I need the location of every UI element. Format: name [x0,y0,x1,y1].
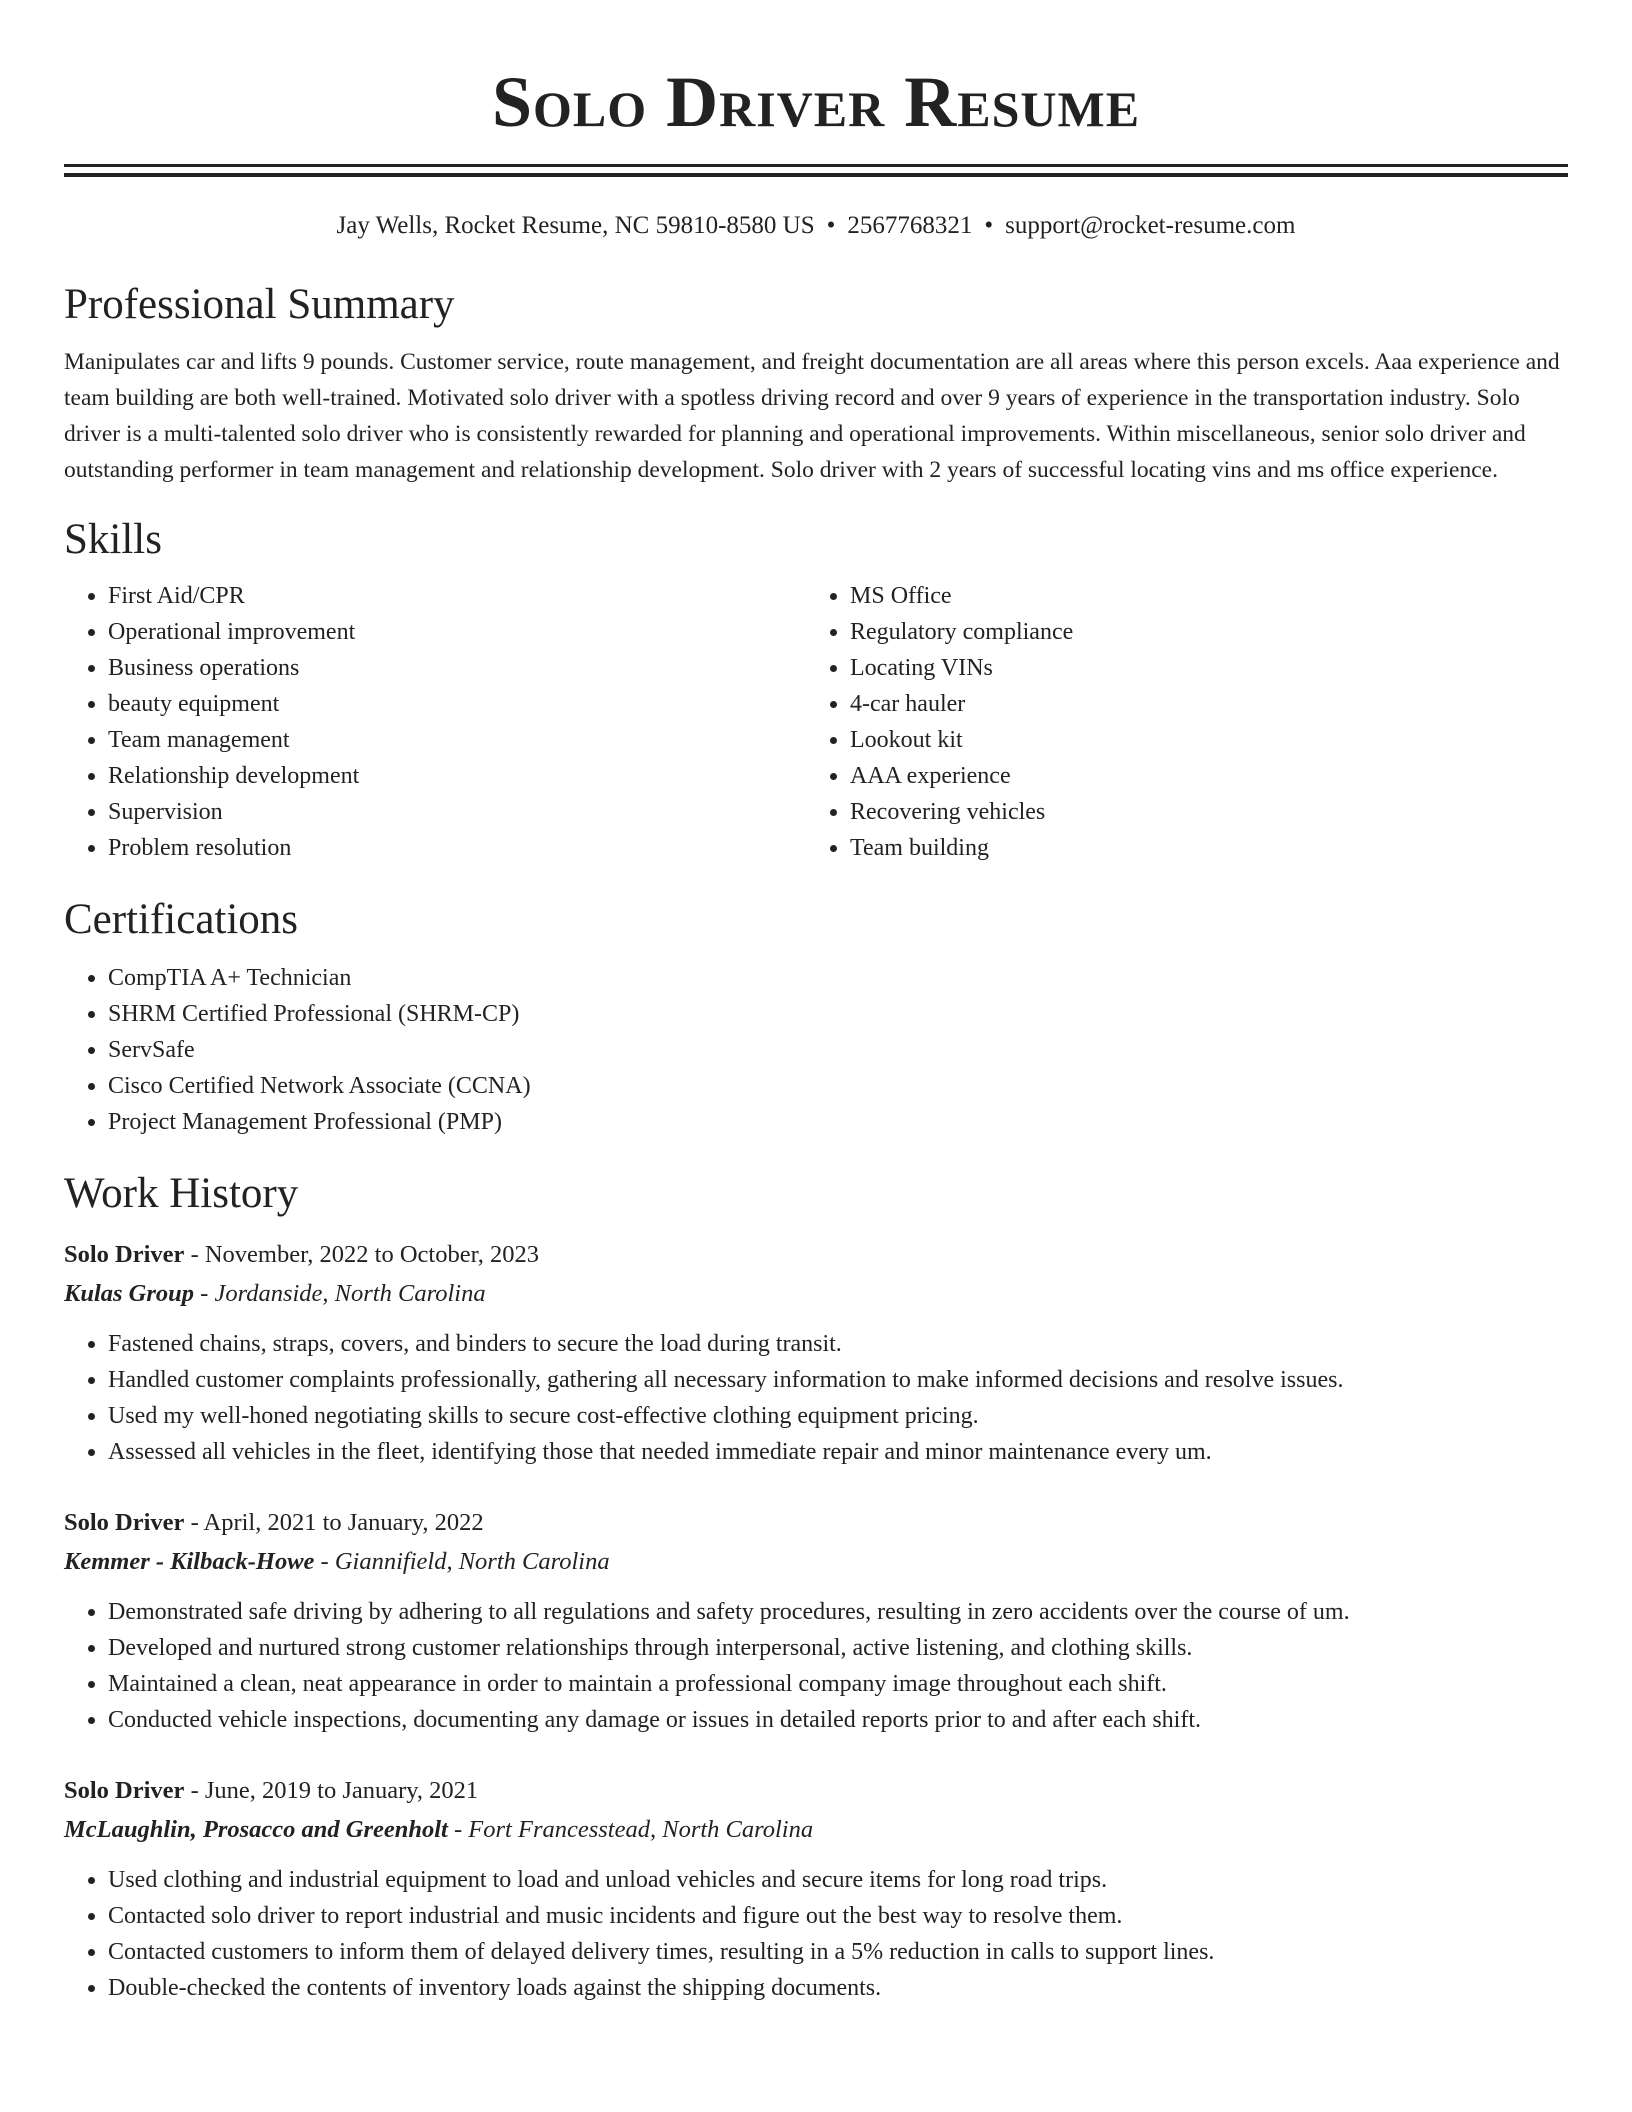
list-item: • Demonstrated safe driving by adhering to all regulations and safety procedures, resulting in zero accidents over the course of um. [108,1594,1568,1630]
summary-heading: Professional Summary [64,281,455,328]
list-item: • Fastened chains, straps, covers, and binders to secure the load during transit. [108,1326,1568,1362]
job-bullets [64,1326,1568,1470]
job-bullets [64,1594,1568,1738]
list-item: • Conducted vehicle inspections, documenting any damage or issues in detailed reports prior to and after each shift. [108,1702,1568,1738]
certifications-list [64,960,1568,1140]
list-item: • Cisco Certified Network Associate (CCNA) [108,1068,1568,1104]
job-entry [64,1236,1568,1470]
list-item: • Recovering vehicles [850,794,1548,830]
contact-phone: 2567768321 [847,212,973,239]
job-role: Solo Driver [64,1777,185,1804]
list-item: • Locating VINs [850,650,1548,686]
resume-title: Solo Driver Resume [491,62,1141,142]
certifications-heading: Certifications [64,896,299,943]
list-item: • SHRM Certified Professional (SHRM-CP) [108,996,1568,1032]
job-header: Solo Driver - November, 2022 to October, 2023 [64,1241,540,1268]
skills-list-right [806,578,1548,866]
job-role: Solo Driver [64,1509,185,1536]
job-location: Jordanside, North Carolina [214,1280,486,1307]
skills-column-left [64,578,806,866]
list-item: • Developed and nurtured strong customer relationships through interpersonal, active listening, and clothing skills. [108,1630,1568,1666]
job-entry [64,1504,1568,1738]
skills-column-right [806,578,1548,866]
list-item: • Assessed all vehicles in the fleet, identifying those that needed immediate repair and minor maintenance every um. [108,1434,1568,1470]
job-header: Solo Driver - June, 2019 to January, 2021 [64,1777,479,1804]
list-item: • Team building [850,830,1548,866]
job-dates: April, 2021 to January, 2022 [203,1509,484,1536]
work-history-heading: Work History [64,1170,299,1217]
list-item: • Operational improvement [108,614,806,650]
job-location: Giannifield, North Carolina [334,1548,610,1575]
list-item: • Business operations [108,650,806,686]
skills-columns [64,578,1568,866]
list-item: • AAA experience [850,758,1548,794]
list-item: • MS Office [850,578,1548,614]
job-company-line: McLaughlin, Prosacco and Greenholt - Fort Francesstead, North Carolina [64,1816,814,1843]
contact-email[interactable]: support@rocket-resume.com [1005,212,1296,239]
job-entry [64,1772,1568,2006]
job-dates: November, 2022 to October, 2023 [204,1241,540,1268]
list-item: • Relationship development [108,758,806,794]
job-company: Kulas Group [64,1280,195,1307]
job-company: Kemmer - Kilback-Howe [64,1548,315,1575]
list-item: • Used clothing and industrial equipment to load and unload vehicles and secure items for long road trips. [108,1862,1568,1898]
contact-separator: • [826,212,836,239]
contact-separator: • [984,212,994,239]
job-dates: June, 2019 to January, 2021 [204,1777,479,1804]
job-company-line: Kulas Group - Jordanside, North Carolina [64,1280,486,1307]
list-item: • Project Management Professional (PMP) [108,1104,1568,1140]
summary-text: Manipulates car and lifts 9 pounds. Customer service, route management, and freight documentation are all areas where this person excels. Aaa experience and team building are both well-trained. Motivated solo driver with a spotless driving record and over 9 years of experience in the transportation industry. Solo driver is a multi-talented solo driver who is consistently rewarded for planning and operational improvements. Within miscellaneous, senior solo driver and outstanding performer in team management and relationship development. Solo driver with 2 years of successful locating vins and ms office experience. [64,349,1560,483]
title-divider-top [64,164,1568,167]
skills-list-left [64,578,806,866]
job-bullets [64,1862,1568,2006]
contact-address: Jay Wells, Rocket Resume, NC 59810-8580 US [336,212,815,239]
list-item: • Handled customer complaints professionally, gathering all necessary information to make informed decisions and resolve issues. [108,1362,1568,1398]
list-item: • Regulatory compliance [850,614,1548,650]
contact-line [64,209,1568,243]
list-item: • Maintained a clean, neat appearance in order to maintain a professional company image throughout each shift. [108,1666,1568,1702]
job-location: Fort Francesstead, North Carolina [468,1816,814,1843]
list-item: • Contacted customers to inform them of delayed delivery times, resulting in a 5% reduction in calls to support lines. [108,1934,1568,1970]
list-item: • beauty equipment [108,686,806,722]
list-item: • Used my well-honed negotiating skills to secure cost-effective clothing equipment pricing. [108,1398,1568,1434]
job-role: Solo Driver [64,1241,185,1268]
list-item: • First Aid/CPR [108,578,806,614]
job-header: Solo Driver - April, 2021 to January, 2022 [64,1509,484,1536]
list-item: • CompTIA A+ Technician [108,960,1568,996]
job-company: McLaughlin, Prosacco and Greenholt [64,1816,448,1843]
list-item: • Contacted solo driver to report industrial and music incidents and figure out the best way to resolve them. [108,1898,1568,1934]
list-item: • Team management [108,722,806,758]
skills-heading: Skills [64,516,162,563]
list-item: • Supervision [108,794,806,830]
list-item: • Problem resolution [108,830,806,866]
title-divider-bottom [64,173,1568,177]
list-item: • Lookout kit [850,722,1548,758]
list-item: • Double-checked the contents of inventory loads against the shipping documents. [108,1970,1568,2006]
job-company-line: Kemmer - Kilback-Howe - Giannifield, North Carolina [64,1548,610,1575]
list-item: • ServSafe [108,1032,1568,1068]
list-item: • 4-car hauler [850,686,1548,722]
